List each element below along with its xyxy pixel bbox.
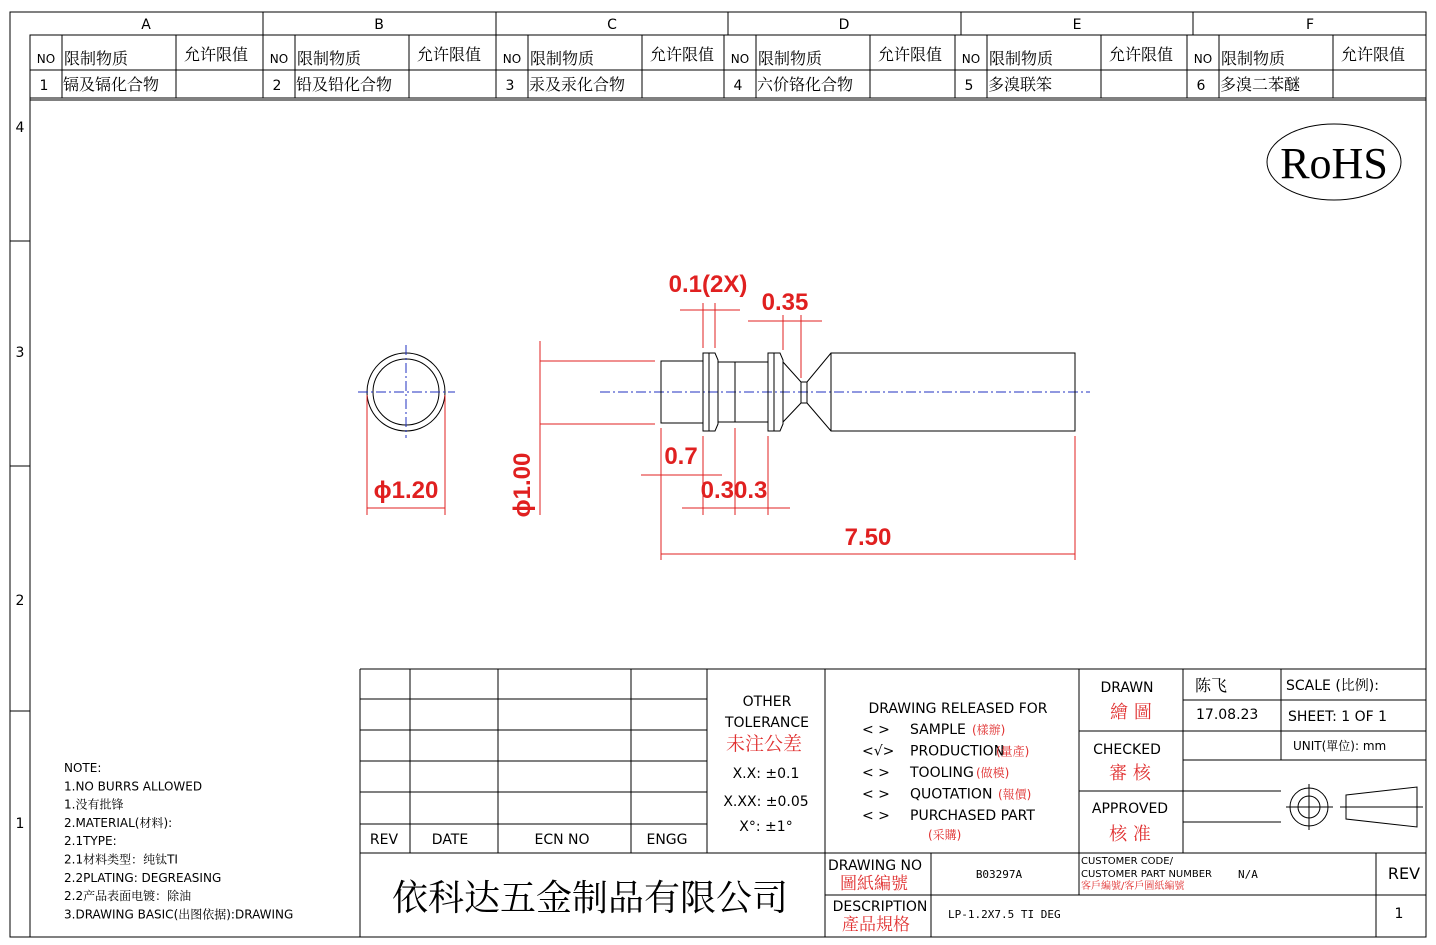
notes xyxy=(64,761,293,921)
item-substance: 铅及铅化合物 xyxy=(296,75,393,94)
note-line: NOTE: xyxy=(64,761,102,775)
zone-col-f: F xyxy=(1305,17,1315,33)
col-header-limit: 允许限值 xyxy=(1341,45,1406,64)
col-header-no: NO xyxy=(502,52,522,66)
zone-row-1: 1 xyxy=(15,816,25,832)
note-line: 2.MATERIAL(材料): xyxy=(64,815,173,830)
note-line: 2.2产品表面电镀：除油 xyxy=(64,889,192,904)
col-header-limit: 允许限值 xyxy=(1109,45,1174,64)
customer-code: N/A xyxy=(1238,868,1258,881)
unit-label: UNIT(單位): mm xyxy=(1293,739,1387,753)
item-no: 3 xyxy=(505,78,515,94)
note-line: 2.1材料类型：纯钛TI xyxy=(64,852,178,867)
sheet-label: SHEET: 1 OF 1 xyxy=(1288,709,1388,725)
col-header-limit: 允许限值 xyxy=(184,45,249,64)
col-header-no: NO xyxy=(269,52,289,66)
col-header-substance: 限制物质 xyxy=(530,49,595,68)
zone-col-b: B xyxy=(374,17,384,33)
release-label: SAMPLE xyxy=(910,722,966,738)
col-header-no: NO xyxy=(961,52,981,66)
end-view xyxy=(358,345,455,515)
customer-code-label1: CUSTOMER CODE/ xyxy=(1081,856,1173,867)
col-header-substance: 限制物质 xyxy=(297,49,362,68)
release-zh: (樣辦) xyxy=(972,723,1006,737)
description-label: DESCRIPTION xyxy=(832,899,928,915)
release-zh: (采購) xyxy=(928,828,962,842)
zone-columns xyxy=(141,12,1314,35)
customer-code-zh: 客戶編號/客戶圖紙編號 xyxy=(1081,881,1185,892)
tolerance-line1: OTHER xyxy=(742,694,792,710)
release-zh: (量產) xyxy=(996,744,1030,759)
scale-label: SCALE (比例): xyxy=(1286,678,1379,694)
release-checkbox: < > xyxy=(862,786,890,803)
drawn-date: 17.08.23 xyxy=(1196,707,1259,723)
zone-col-d: D xyxy=(838,17,850,33)
tolerance-line2: TOLERANCE xyxy=(724,715,810,731)
col-header-limit: 允许限值 xyxy=(417,45,482,64)
description-zh: 產品規格 xyxy=(842,915,910,935)
release-checkbox: < > xyxy=(862,765,890,781)
title-block xyxy=(360,669,1426,937)
release-label: TOOLING xyxy=(910,765,974,781)
side-view xyxy=(600,353,1090,431)
restricted-substances-table xyxy=(30,35,1426,100)
zone-col-c: C xyxy=(607,17,617,33)
projection-symbol-icon xyxy=(1286,784,1423,830)
dim-tip-len: 0.7 xyxy=(664,443,698,470)
dim-total-len: 7.50 xyxy=(844,524,892,551)
item-no: 5 xyxy=(964,78,974,94)
release-label: QUOTATION xyxy=(910,786,993,803)
col-header-limit: 允许限值 xyxy=(650,45,715,64)
drawn-by: 陈飞 xyxy=(1195,676,1228,695)
col-header-no: NO xyxy=(36,52,56,66)
release-zh: (報價) xyxy=(998,787,1032,802)
release-checkbox: < > xyxy=(862,722,890,738)
approved-zh: 核 准 xyxy=(1109,824,1151,845)
date-header: DATE xyxy=(431,832,469,848)
dim-outer-dia: ϕ1.20 xyxy=(373,477,439,504)
item-substance: 六价铬化合物 xyxy=(757,75,854,94)
rohs-label: RoHS xyxy=(1280,139,1388,188)
drawn-label: DRAWN xyxy=(1100,680,1154,696)
zone-row-2: 2 xyxy=(15,593,25,609)
approved-label: APPROVED xyxy=(1091,801,1169,817)
dim-inner-dia: ϕ1.00 xyxy=(509,452,536,518)
tolerance-xx: X.X: ±0.1 xyxy=(732,766,800,782)
note-line: 2.2PLATING: DEGREASING xyxy=(64,870,222,885)
tolerance-xxx: X.XX: ±0.05 xyxy=(723,794,809,810)
checked-zh: 審 核 xyxy=(1109,763,1151,784)
release-title: DRAWING RELEASED FOR xyxy=(868,701,1048,717)
drawing-no: B03297A xyxy=(975,868,1023,881)
item-substance: 多溴联笨 xyxy=(988,75,1053,94)
item-no: 2 xyxy=(272,78,282,94)
col-header-no: NO xyxy=(1193,52,1213,66)
note-line: 1.没有批锋 xyxy=(64,797,124,812)
drawn-zh: 繪 圖 xyxy=(1110,702,1152,723)
release-label: PURCHASED PART xyxy=(910,808,1035,824)
dim-neck: 0.35 xyxy=(761,289,809,316)
item-substance: 多溴二苯醚 xyxy=(1220,75,1301,94)
col-header-limit: 允许限值 xyxy=(878,45,943,64)
col-header-substance: 限制物质 xyxy=(989,49,1054,68)
rev-label: REV xyxy=(1387,864,1421,883)
drawing-no-label: DRAWING NO xyxy=(828,858,922,874)
item-no: 6 xyxy=(1196,78,1206,94)
note-line: 2.1TYPE: xyxy=(64,834,117,849)
checked-label: CHECKED xyxy=(1093,742,1161,758)
col-header-no: NO xyxy=(730,52,750,66)
zone-row-4: 4 xyxy=(15,120,25,136)
zone-col-a: A xyxy=(141,17,151,33)
ecn-header: ECN NO xyxy=(534,832,590,848)
tolerance-zh: 未注公差 xyxy=(725,733,803,755)
col-header-substance: 限制物质 xyxy=(64,49,129,68)
release-checkbox: <√> xyxy=(862,743,895,760)
item-no: 4 xyxy=(733,78,743,94)
item-no: 1 xyxy=(39,78,49,94)
zone-row-3: 3 xyxy=(15,345,25,361)
drawing-no-zh: 圖紙編號 xyxy=(840,874,908,894)
rev-value: 1 xyxy=(1394,906,1404,922)
col-header-substance: 限制物质 xyxy=(758,49,823,68)
note-line: 1.NO BURRS ALLOWED xyxy=(64,779,203,794)
item-substance: 汞及汞化合物 xyxy=(529,75,626,94)
zone-rows xyxy=(10,120,30,832)
col-header-substance: 限制物质 xyxy=(1221,49,1286,68)
company-name: 依科达五金制品有限公司 xyxy=(391,878,789,919)
zone-col-e: E xyxy=(1072,17,1082,33)
note-line: 3.DRAWING BASIC(出图依据):DRAWING xyxy=(64,907,294,922)
side-dimensions xyxy=(509,271,1075,560)
release-label: PRODUCTION xyxy=(910,743,1005,760)
dim-groove-width: 0.1(2X) xyxy=(668,271,748,298)
item-substance: 镉及镉化合物 xyxy=(63,75,160,94)
rev-header: REV xyxy=(369,832,399,848)
release-checkbox: < > xyxy=(862,808,890,824)
customer-code-label2: CUSTOMER PART NUMBER xyxy=(1081,869,1212,880)
release-zh: (做模) xyxy=(976,766,1010,780)
engg-header: ENGG xyxy=(646,832,688,848)
description: LP-1.2X7.5 TI DEG xyxy=(948,908,1061,921)
dim-step: 0.30.3 xyxy=(700,477,768,504)
tolerance-deg: X°: ±1° xyxy=(739,819,793,835)
